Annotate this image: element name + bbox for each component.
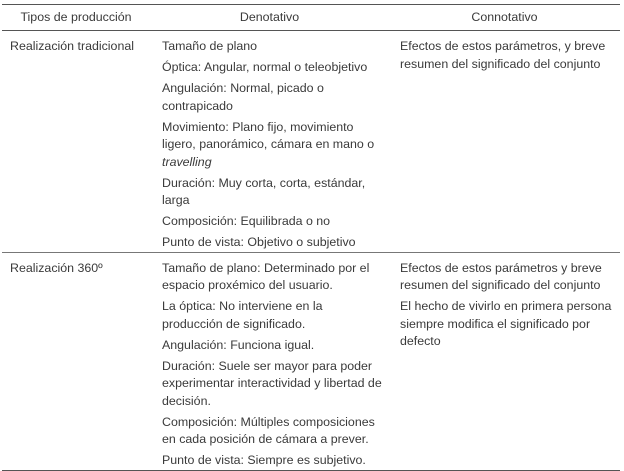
- denotativo-item: Punto de vista: Objetivo o subjetivo: [162, 235, 356, 249]
- denotativo-item: Tamaño de plano: Determinado por el espacio proxémico del usuario.: [162, 260, 370, 292]
- denotativo-item: Duración: Suele ser mayor para poder experimentar interactividad y libertad de decisión.: [162, 358, 382, 408]
- production-type-cell: Realización 360º: [10, 260, 103, 275]
- connotativo-item: Efectos de estos parámetros, y breve resumen del significado del conjunto: [400, 39, 606, 71]
- denotativo-cell: [150, 31, 389, 253]
- header-connotativo: Connotativo: [471, 9, 538, 24]
- header-tipos-de-produccion: Tipos de producción: [20, 9, 132, 24]
- denotativo-item: Punto de vista: Siempre es subjetivo.: [162, 453, 366, 467]
- production-type-cell: Realización tradicional: [10, 39, 134, 53]
- header-denotativo: Denotativo: [239, 9, 300, 24]
- denotativo-item: La óptica: No interviene en la producción de significado.: [162, 299, 323, 331]
- connotativo-cell: [389, 252, 620, 470]
- denotativo-item-italic-term: travelling: [162, 154, 212, 169]
- denotativo-item: [162, 119, 383, 172]
- denotativo-item-text: Movimiento: Plano fijo, movimiento ligero, panorámico, cámara en mano o: [162, 119, 375, 151]
- denotativo-item: Angulación: Normal, picado o contrapicado: [162, 81, 324, 113]
- denotativo-item: Tamaño de plano: [162, 39, 258, 53]
- denotativo-item: Óptica: Angular, normal o teleobjetivo: [162, 60, 368, 74]
- table-header-row: [2, 5, 620, 31]
- table-row-realizacion-360: [2, 252, 620, 470]
- denotativo-cell: [150, 252, 389, 470]
- comparison-table: [2, 4, 620, 471]
- denotativo-item: Composición: Equilibrada o no: [162, 214, 331, 228]
- connotativo-item: El hecho de vivirlo en primera persona siempre modifica el significado por defecto: [400, 299, 612, 348]
- denotativo-item: Composición: Múltiples composiciones en cada posición de cámara a prever.: [162, 414, 375, 446]
- denotativo-item: Angulación: Funciona igual.: [162, 337, 315, 352]
- table-row-realizacion-tradicional: [2, 31, 620, 253]
- denotativo-item: Duración: Muy corta, corta, estándar, larga: [162, 175, 366, 207]
- connotativo-item: Efectos de estos parámetros y breve resumen del significado del conjunto: [400, 260, 602, 292]
- connotativo-cell: [389, 31, 620, 253]
